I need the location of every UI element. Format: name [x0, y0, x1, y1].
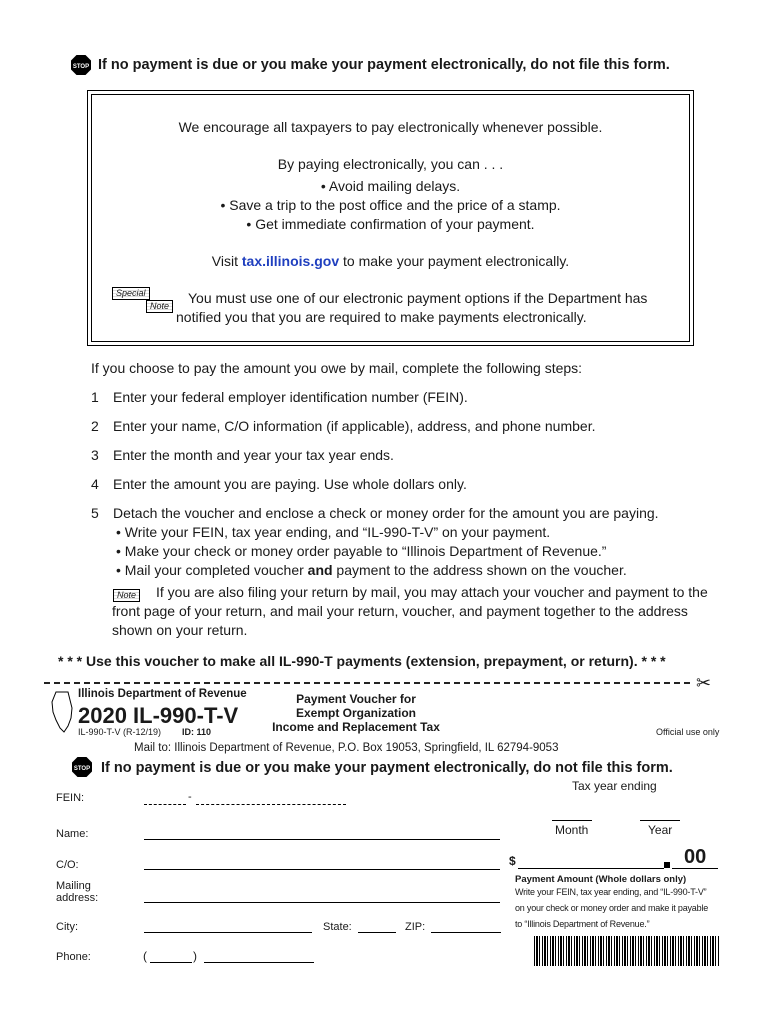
year-label: Year — [648, 823, 673, 837]
visit-post: to make your payment electronically. — [339, 253, 570, 269]
visit-pre: Visit — [211, 253, 242, 269]
mailing-label: Mailing — [56, 880, 91, 892]
zip-label: ZIP: — [405, 921, 426, 933]
month-label: Month — [555, 823, 589, 837]
voucher-banner: * * * Use this voucher to make all IL-990-T payments (extension, prepayment, or return). * * * — [58, 653, 666, 669]
cents-value: 00 — [684, 846, 707, 868]
year-input[interactable] — [640, 820, 680, 821]
name-label: Name: — [56, 828, 89, 840]
form-id: ID: 110 — [182, 727, 212, 737]
month-input[interactable] — [552, 820, 592, 821]
box-paying-electronically: By paying electronically, you can . . . — [277, 156, 504, 172]
pay-note-3: to “Illinois Department of Revenue.” — [515, 919, 650, 929]
illinois-state-icon — [50, 690, 76, 734]
box-bullet-2: • Save a trip to the post office and the price of a stamp. — [220, 197, 561, 213]
address-input[interactable] — [144, 902, 500, 903]
zip-input[interactable] — [431, 932, 501, 933]
decimal-point — [664, 862, 670, 868]
fein-dash: - — [188, 791, 192, 803]
note-line-1: If you are also filing your return by mail, you may attach your voucher and payment to the — [156, 584, 708, 600]
svg-text:STOP: STOP — [73, 766, 91, 772]
name-input[interactable] — [144, 839, 500, 840]
special-note-line-2: notified you that you are required to make payments electronically. — [176, 309, 587, 325]
city-input[interactable] — [144, 932, 312, 933]
state-input[interactable] — [358, 932, 396, 933]
box-bullet-3: • Get immediate confirmation of your payment. — [246, 216, 535, 232]
address-label: address: — [56, 892, 99, 904]
form-revision: IL-990-T-V (R-12/19) — [78, 727, 162, 737]
note-line-3: shown on your return. — [112, 622, 248, 638]
phone-open-paren: ( — [143, 949, 147, 963]
scissors-icon: ✂ — [696, 673, 712, 693]
phone-close-paren: ) — [193, 949, 197, 963]
state-label: State: — [323, 921, 352, 933]
box-visit-line — [91, 253, 690, 269]
top-warning: If no payment is due or you make your payment electronically, do not file this form. — [98, 57, 670, 73]
box-intro: We encourage all taxpayers to pay electronically whenever possible. — [178, 119, 603, 135]
payment-amount-label: Payment Amount (Whole dollars only) — [515, 874, 687, 885]
step-5: 5 Detach the voucher and enclose a check or money order for the amount you are paying. — [91, 505, 659, 521]
step-5-bullet-2: • Make your check or money order payable to “Illinois Department of Revenue.” — [116, 543, 607, 559]
note-icon: Note — [113, 585, 140, 603]
voucher-subtitle: Payment Voucher for Exempt Organization Income and Replacement Tax — [272, 692, 440, 734]
steps-intro: If you choose to pay the amount you owe by mail, complete the following steps: — [91, 360, 583, 376]
box-bullet-1: • Avoid mailing delays. — [320, 178, 461, 194]
official-use-label: Official use only — [656, 727, 720, 737]
phone-label: Phone: — [56, 951, 91, 963]
fein-prefix-input[interactable] — [144, 804, 186, 805]
tax-year-ending-label: Tax year ending — [572, 779, 657, 793]
detach-line — [44, 682, 690, 684]
mail-to: Mail to: Illinois Department of Revenue, P.O. Box 19053, Springfield, IL 62794-9053 — [134, 742, 559, 754]
step-5-bullet-3: • Mail your completed voucher and payment to the address shown on the voucher. — [116, 562, 627, 578]
special-note-icon: Special Note — [112, 287, 173, 313]
step-2: 2 Enter your name, C/O information (if applicable), address, and phone number. — [91, 418, 596, 434]
tax-illinois-link[interactable]: tax.illinois.gov — [241, 253, 340, 269]
co-label: C/O: — [56, 859, 79, 871]
pay-note-2: on your check or money order and make it payable — [515, 903, 709, 913]
barcode — [534, 936, 720, 966]
pay-note-1: Write your FEIN, tax year ending, and “IL-990-T-V” — [515, 887, 707, 897]
voucher-title: 2020 IL-990-T-V — [78, 703, 239, 728]
city-label: City: — [56, 921, 78, 933]
stop-sign-icon — [71, 756, 93, 778]
phone-area-input[interactable] — [150, 962, 192, 963]
fein-label: FEIN: — [56, 792, 85, 804]
phone-number-input[interactable] — [204, 962, 314, 963]
note-line-2: front page of your return, and mail your return, voucher, and payment together to the address — [112, 603, 688, 619]
svg-text:STOP: STOP — [72, 64, 90, 70]
stop-sign-icon — [70, 54, 92, 76]
step-5-bullet-1: • Write your FEIN, tax year ending, and “IL-990-T-V” on your payment. — [116, 524, 551, 540]
step-1: 1 Enter your federal employer identification number (FEIN). — [91, 389, 468, 405]
co-input[interactable] — [144, 869, 500, 870]
cents-line — [672, 868, 718, 869]
step-4: 4 Enter the amount you are paying. Use whole dollars only. — [91, 476, 467, 492]
fein-suffix-input[interactable] — [196, 804, 346, 805]
step-3: 3 Enter the month and year your tax year ends. — [91, 447, 394, 463]
dept-name: Illinois Department of Revenue — [78, 688, 247, 700]
dollar-sign: $ — [509, 854, 516, 868]
voucher-warning: If no payment is due or you make your payment electronically, do not file this form. — [101, 760, 673, 776]
special-note-line-1: You must use one of our electronic payment options if the Department has — [188, 290, 648, 306]
payment-amount-input[interactable] — [518, 868, 664, 869]
